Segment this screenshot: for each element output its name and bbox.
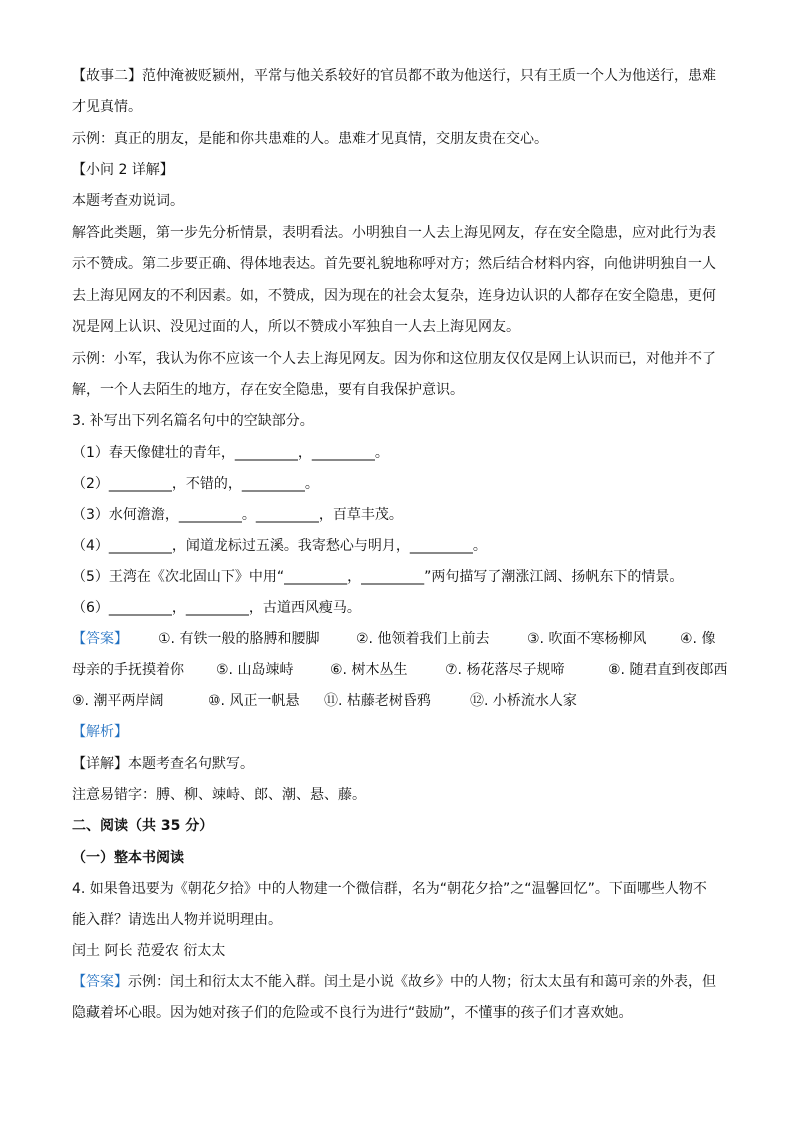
q3-item: （4）_________，闻道龙标过五溪。我寄愁心与明月，_________。 bbox=[72, 538, 487, 554]
q3-item: （2）_________，不错的，_________。 bbox=[72, 476, 319, 492]
answer-item: ⑦. 杨花落尽子规啼 bbox=[445, 662, 565, 678]
q2-topic: 本题考查劝说词。 bbox=[72, 193, 184, 209]
q2-example-line: 示例：小军，我认为你不应该一个人去上海见网友。因为你和这位朋友仅仅是网上认识而已，对他并不了 bbox=[72, 351, 716, 367]
answer-item: ③. 吹面不寒杨柳风 bbox=[527, 631, 647, 647]
answer-tag: 【答案】 bbox=[72, 631, 128, 647]
answer-item: ⑧. 随君直到夜郎西 bbox=[608, 662, 728, 678]
section-heading: 二、阅读（共 35 分） bbox=[72, 818, 214, 834]
story2-line-1 bbox=[72, 66, 716, 86]
answer-item: ②. 他领着我们上前去 bbox=[356, 631, 490, 647]
q4-answer-line-1 bbox=[72, 972, 716, 992]
q3-item: （6）_________，_________，古道西风瘦马。 bbox=[72, 600, 361, 616]
q2-analysis-line: 示不赞成。第二步要正确、得体地表达。首先要礼貌地称呼对方；然后结合材料内容，向他讲明独自一人 bbox=[72, 256, 716, 272]
q4-answer-text: 示例：闰土和衍太太不能入群。闰土是小说《故乡》中的人物；衍太太虽有和蔼可亲的外表，但 bbox=[128, 974, 716, 990]
q3-item: （1）春天像健壮的青年，_________，_________。 bbox=[72, 445, 389, 461]
q2-analysis-line: 解答此类题，第一步先分析情景，表明看法。小明独自一人去上海见网友，存在安全隐患，应对此行为表 bbox=[72, 225, 716, 241]
q4-options: 闰土 阿长 范爱农 衍太太 bbox=[72, 943, 226, 959]
answer-item: ⑥. 树木丛生 bbox=[330, 662, 408, 678]
q3-item: （3）水何澹澹，_________。_________，百草丰茂。 bbox=[72, 507, 403, 523]
q3-typos: 注意易错字：膊、柳、竦峙、郎、潮、悬、藤。 bbox=[72, 787, 366, 803]
answer-item: ①. 有铁一般的胳膊和腰脚 bbox=[158, 631, 320, 647]
q2-analysis-line: 况是网上认识、没见过面的人，所以不赞成小军独自一人去上海见网友。 bbox=[72, 319, 520, 335]
q3-answer-row-2 bbox=[72, 660, 728, 680]
analysis-tag: 【解析】 bbox=[72, 724, 128, 740]
answer-item: ⑪. 枯藤老树昏鸦 bbox=[324, 693, 431, 709]
answer-item: ⑤. 山岛竦峙 bbox=[216, 662, 294, 678]
q2-example-line: 解，一个人去陌生的地方，存在安全隐患，要有自我保护意识。 bbox=[72, 382, 464, 398]
answer-item: ⑨. 潮平两岸阔 bbox=[72, 693, 164, 709]
q4-stem-line-1: 4. 如果鲁迅要为《朝花夕拾》中的人物建一个微信群，名为“朝花夕拾”之“温馨回忆”。下面哪些人物不 bbox=[72, 881, 707, 897]
q3-item: （5）王湾在《次北固山下》中用“_________，_________”两句描写了潮涨江阔、扬帆东下的情景。 bbox=[72, 569, 684, 585]
answer-item: 母亲的手抚摸着你 bbox=[72, 662, 184, 678]
q3-detail: 【详解】本题考查名句默写。 bbox=[72, 756, 254, 772]
q4-stem-line-2: 能入群？请选出人物并说明理由。 bbox=[72, 912, 282, 928]
subsection-heading: （一）整本书阅读 bbox=[72, 850, 184, 866]
q3-answer-row-1 bbox=[72, 629, 722, 649]
q2-analysis-line: 去上海见网友的不利因素。如，不赞成，因为现在的社会太复杂，连身边认识的人都存在安全隐患，更何 bbox=[72, 288, 716, 304]
q2-heading: 【小问 2 详解】 bbox=[72, 162, 174, 178]
answer-item: ⑩. 风正一帆悬 bbox=[208, 693, 300, 709]
story2-line-2: 才见真情。 bbox=[72, 99, 142, 115]
answer-item: ④. 像 bbox=[680, 631, 716, 647]
q3-answer-row-3 bbox=[72, 691, 722, 711]
answer-item: ⑫. 小桥流水人家 bbox=[470, 693, 577, 709]
q3-stem: 3. 补写出下列名篇名句中的空缺部分。 bbox=[72, 413, 314, 429]
q4-answer-line-2: 隐藏着坏心眼。因为她对孩子们的危险或不良行为进行“鼓励”，不懂事的孩子们才喜欢她。 bbox=[72, 1005, 633, 1021]
story2-text: 范仲淹被贬颍州，平常与他关系较好的官员都不敢为他送行，只有王质一个人为他送行，患难 bbox=[142, 68, 716, 84]
story2-tag: 【故事二】 bbox=[72, 68, 142, 84]
answer-tag: 【答案】 bbox=[72, 974, 128, 990]
example-1: 示例：真正的朋友，是能和你共患难的人。患难才见真情，交朋友贵在交心。 bbox=[72, 131, 548, 147]
